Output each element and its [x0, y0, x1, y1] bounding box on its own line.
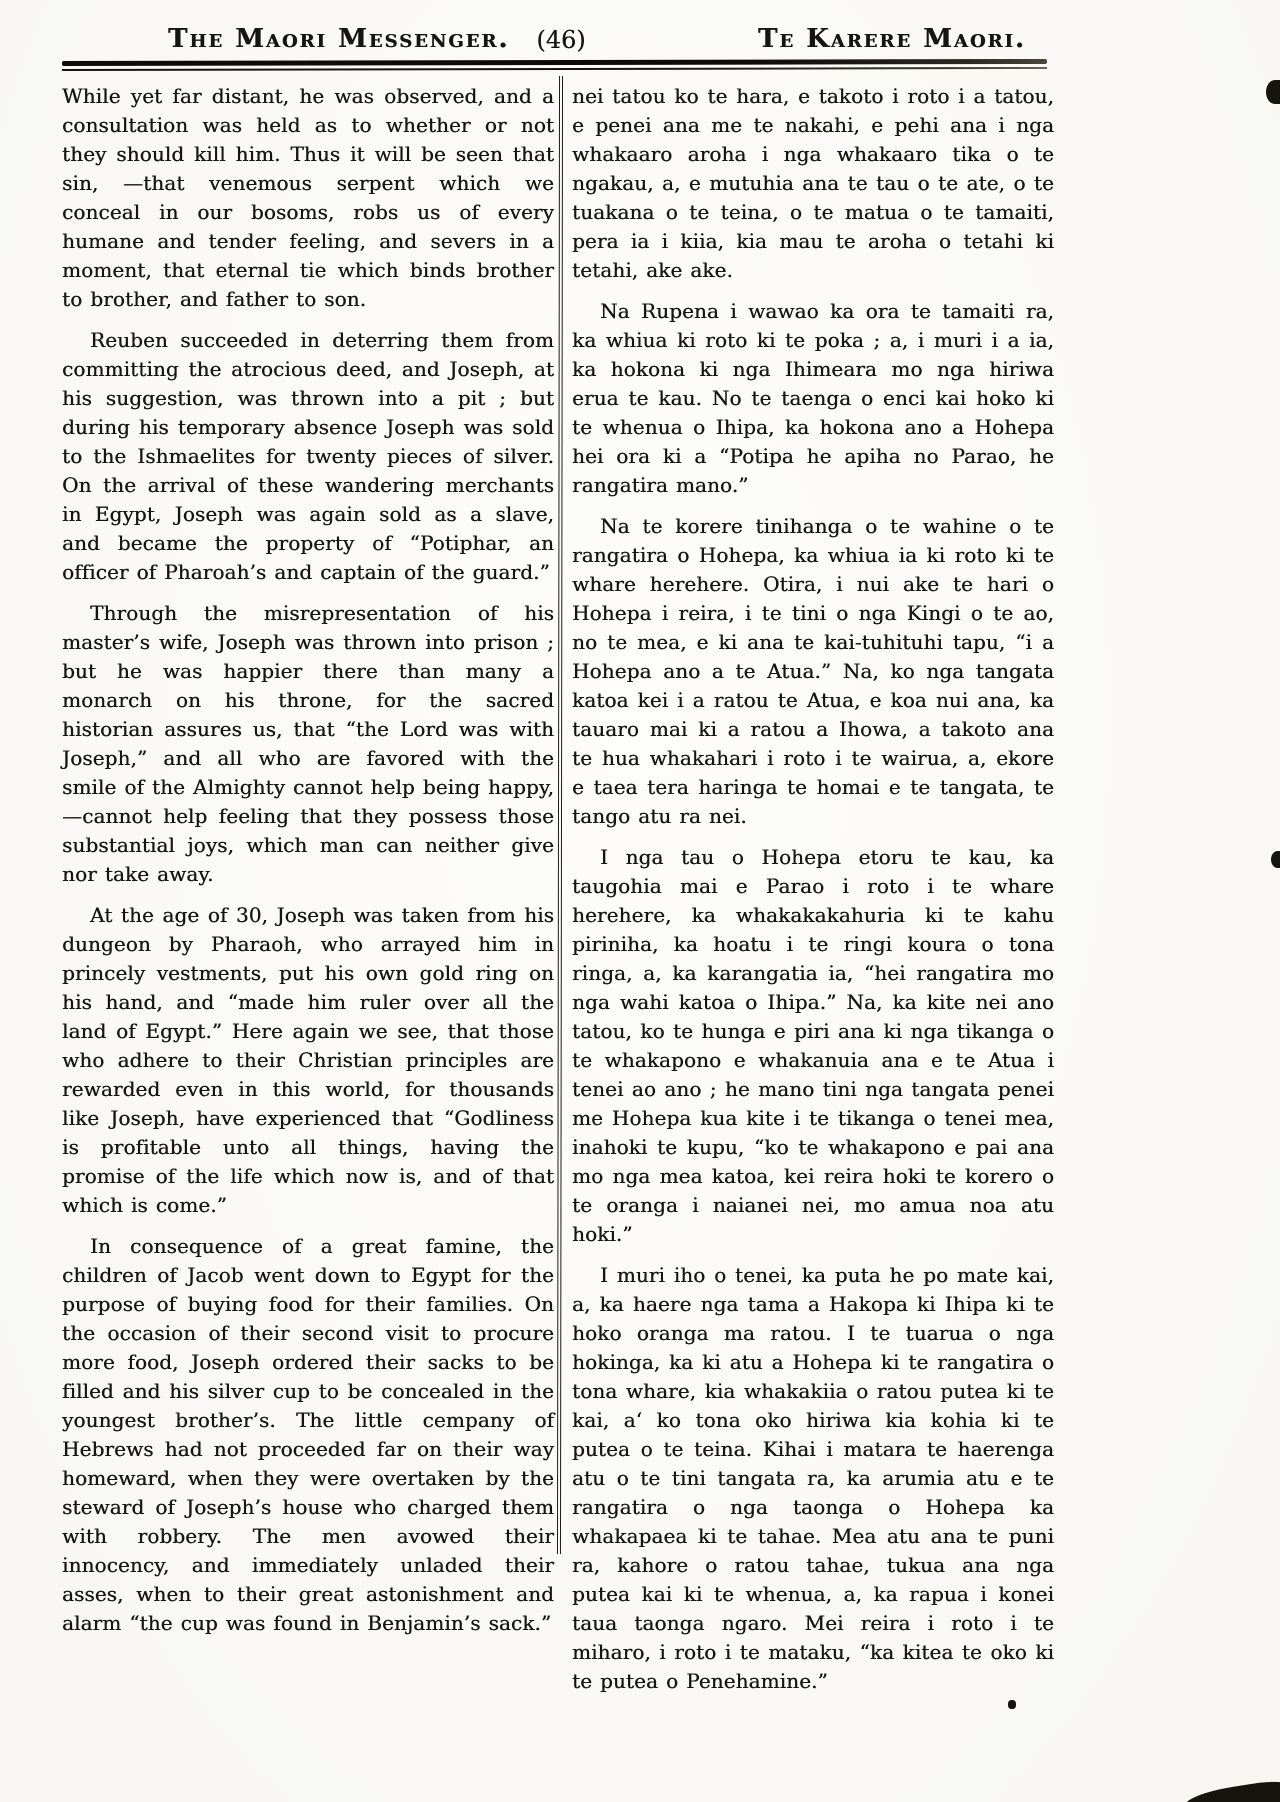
- scan-artifact: [1266, 80, 1280, 104]
- maori-paragraph: Na Rupena i wawao ka ora te tamaiti ra, ka whiua ki roto ki te poka ; a, i muri i a ia, ka hokona ki nga Ihimeara mo nga hiriwa erua te kau. No te taenga o enci kai hoko ki te whenua o Ihipa, ka hokona ano a Hohepa hei ora ki a “Potipa he apiha no Parao, he rangatira mano.”: [572, 299, 1054, 497]
- maori-column: [572, 82, 1054, 1708]
- newspaper-title-english: The Maori Messenger.: [168, 24, 510, 54]
- english-paragraph: While yet far distant, he was observed, and a consultation was held as to whether or not they should kill him. Thus it will be seen that sin, —that venemous serpent which we conceal in our bosoms, robs us of every humane and tender feeling, and severs in a moment, that eternal tie which binds brother to brother, and father to son.: [62, 84, 554, 311]
- scan-artifact: [1271, 851, 1280, 868]
- maori-paragraph: Na te korere tinihanga o te wahine o te rangatira o Hohepa, ka whiua ia ki roto ki te whare herehere. Otira, i nui ake te hari o Hohepa i reira, i te tini o nga Kingi o te ao, no te mea, e ki ana te kai-tuhituhi tapu, “i a Hohepa ano a te Atua.” Na, ko nga tangata katoa kei i a ratou te Atua, e koa nui ana, ka tauaro mai ki a ratou a Ihowa, a takoto ana te hua whakahari i roto i te wairua, a, ekore e taea tera haringa te homai e te tangata, te tango atu ra nei.: [572, 514, 1054, 828]
- header-rule-thin-line: [62, 67, 1047, 71]
- maori-paragraph: I nga tau o Hohepa etoru te kau, ka taugohia mai e Parao i roto i te whare herehere, ka whakakakahuria ki te kahu piriniha, ka hoatu i te ringi koura o tona ringa, a, ka karangatia ia, “hei rangatira mo nga wahi katoa o Ihipa.” Na, ka kite nei ano tatou, ko te hunga e piri ana ki nga tikanga o te whakapono e whakanuia ana e te Atua i tenei ao ano ; he mano tini nga tangata penei me Hohepa kua kite i te tikanga o tenei mea, inahoki te kupu, “ko te whakapono e pai ana mo nga mea katoa, kei reira hoki te korero o te oranga i naianei nei, mo amua noa atu hoki.”: [572, 845, 1054, 1246]
- header-rule: [62, 59, 1047, 73]
- english-paragraph: Through the misrepresentation of his master’s wife, Joseph was thrown into prison ; but he was happier there than many a monarch on his throne, for the sacred historian assures us, that “the Lord was with Joseph,” and all who are favored with the smile of the Almighty cannot help being happy,—cannot help feeling that they possess those substantial joys, which man can neither give nor take away.: [62, 601, 554, 886]
- page-number: (46): [536, 26, 586, 54]
- scan-artifact: [1008, 1700, 1016, 1709]
- maori-paragraph: I muri iho o tenei, ka puta he po mate kai, a, ka haere nga tama a Hakopa ki Ihipa ki te hoko oranga ma ratou. I te tuarua o nga hokinga, ka ki atu a Hohepa ki te rangatira o tona whare, kia whakakiia o ratou putea ki te kai, a‘ ko tona oko hiriwa kia kohia ki te putea o te teina. Kihai i matara te haerenga atu o te tini tangata ra, ka arumia atu e te rangatira o nga taonga o Hohepa ka whakapaea ki te tahae. Mea atu ana te puni ra, kahore o ratou tahae, tukua ana nga putea kai ki te whenua, a, ka rapua i konei taua taonga ngaro. Mei reira i roto i te miharo, i roto i te mataku, “ka kitea te oko ki te putea o Penehamine.”: [572, 1263, 1054, 1693]
- column-divider: [557, 76, 563, 1554]
- newspaper-title-maori: Te Karere Maori.: [758, 24, 1026, 54]
- english-paragraph: Reuben succeeded in deterring them from committing the atrocious deed, and Joseph, at his suggestion, was thrown into a pit ; but during his temporary absence Joseph was sold to the Ishmaelites for twenty pieces of silver. On the arrival of these wandering merchants in Egypt, Joseph was again sold as a slave, and became the property of “Potiphar, an officer of Pharoah’s and captain of the guard.”: [62, 328, 554, 584]
- header-rule-thick-line: [62, 59, 1047, 66]
- english-column: [62, 82, 554, 1650]
- maori-paragraph: nei tatou ko te hara, e takoto i roto i a tatou, e penei ana me te nakahi, e pehi ana i nga whakaaro aroha i nga whakaaro tika o te ngakau, a, e mutuhia ana te tau o te ate, o te tuakana o te teina, o te matua o te tamaiti, pera ia i kiia, kia mau te aroha o tetahi ki tetahi, ake ake.: [572, 84, 1054, 282]
- english-paragraph: In consequence of a great famine, the children of Jacob went down to Egypt for the purpose of buying food for their families. On the occasion of their second visit to procure more food, Joseph ordered their sacks to be filled and his silver cup to be concealed in the youngest brother’s. The little cempany of Hebrews had not proceeded far on their way homeward, when they were overtaken by the steward of Joseph’s house who charged them with robbery. The men avowed their innocency, and immediately unladed their asses, when to their great astonishment and alarm “the cup was found in Benjamin’s sack.”: [62, 1234, 554, 1635]
- english-paragraph: At the age of 30, Joseph was taken from his dungeon by Pharaoh, who arrayed him in princely vestments, put his own gold ring on his hand, and “made him ruler over all the land of Egypt.” Here again we see, that those who adhere to their Christian principles are rewarded even in this world, for thousands like Joseph, have experienced that “Godliness is profitable unto all things, having the promise of the life which now is, and of that which is come.”: [62, 903, 554, 1217]
- scan-artifact: [1183, 1778, 1280, 1802]
